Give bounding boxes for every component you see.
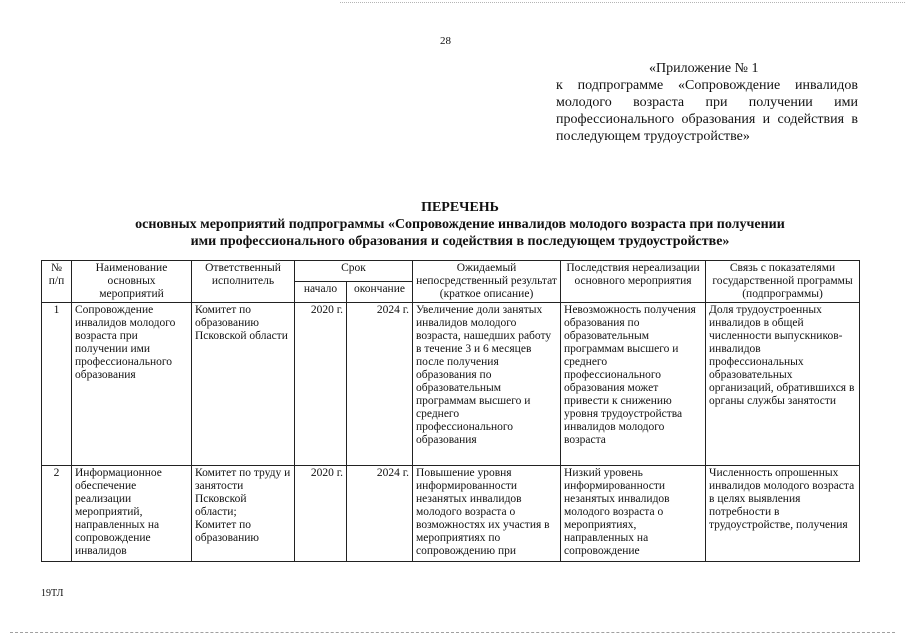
cell-executor [192, 466, 295, 562]
events-table [41, 260, 860, 562]
appendix-title: «Приложение № 1 [649, 61, 759, 76]
cell-consequences: Низкий уровень информированности незанятых инвалидов молодого возраста о мероприятиях, направленных на сопровождение [561, 466, 706, 562]
cell-link: Численность опрошенных инвалидов молодого возраста в целях выявления потребности в трудоустройстве, получения [706, 466, 860, 562]
cell-start: 2020 г. [295, 303, 347, 466]
heading-title: ПЕРЕЧЕНЬ [421, 200, 499, 215]
document-heading [60, 199, 860, 250]
footer-code: 19ТЛ [41, 588, 64, 599]
header-executor: Ответственный исполнитель [192, 261, 295, 303]
scan-edge-bottom [10, 632, 895, 633]
table-row [42, 303, 860, 466]
cell-expected: Увеличение доли занятых инвалидов молодого возраста, нашедших работу в течение 3 и 6 месяцев после получения образования по образовательным программам высшего и среднего профессионального образования [413, 303, 561, 466]
cell-consequences: Невозможность получения образования по образовательным программам высшего и среднего профессионального образования может привести к снижению уровня трудоустройства инвалидов молодого возраста [561, 303, 706, 466]
heading-subtitle-line-2: ими профессионального образования и содействия в последующем трудоустройстве» [190, 234, 730, 249]
scan-edge-top [340, 2, 905, 3]
cell-end: 2024 г. [347, 466, 413, 562]
cell-num: 1 [42, 303, 72, 466]
cell-executor-line: Комитет по труду и занятости Псковской области; [195, 467, 291, 518]
heading-subtitle-line-1: основных мероприятий подпрограммы «Сопровождение инвалидов молодого возраста при получении [135, 217, 785, 232]
page-number: 28 [440, 35, 451, 47]
header-end: окончание [347, 282, 413, 303]
cell-link: Доля трудоустроенных инвалидов в общей численности выпускников-инвалидов профессиональных образовательных организаций, обратившихся в органы службы занятости [706, 303, 860, 466]
header-term: Срок [295, 261, 413, 282]
cell-executor-line: Комитет по образованию Псковской области [195, 304, 288, 342]
cell-num: 2 [42, 466, 72, 562]
cell-name: Сопровождение инвалидов молодого возраста при получении ими профессионального образования [72, 303, 192, 466]
table-row [42, 466, 860, 562]
cell-start: 2020 г. [295, 466, 347, 562]
table-header-row [42, 261, 860, 282]
cell-executor-line-2: Комитет по образованию [195, 519, 259, 544]
cell-expected: Повышение уровня информированности незанятых инвалидов молодого возраста о возможностях их участия в мероприятиях по сопровождению при [413, 466, 561, 562]
appendix-block [556, 60, 858, 145]
cell-executor [192, 303, 295, 466]
header-name: Наименование основных мероприятий [72, 261, 192, 303]
appendix-body: к подпрограмме «Сопровождение инвалидов молодого возраста при получении ими профессионального образования и содействия в последующем трудоустройстве» [556, 78, 858, 144]
header-expected: Ожидаемый непосредственный результат (краткое описание) [413, 261, 561, 303]
cell-end: 2024 г. [347, 303, 413, 466]
header-link: Связь с показателями государственной программы (подпрограммы) [706, 261, 860, 303]
header-num: № п/п [42, 261, 72, 303]
header-consequences: Последствия нереализации основного мероприятия [561, 261, 706, 303]
cell-name: Информационное обеспечение реализации мероприятий, направленных на сопровождение инвалидов [72, 466, 192, 562]
header-start: начало [295, 282, 347, 303]
